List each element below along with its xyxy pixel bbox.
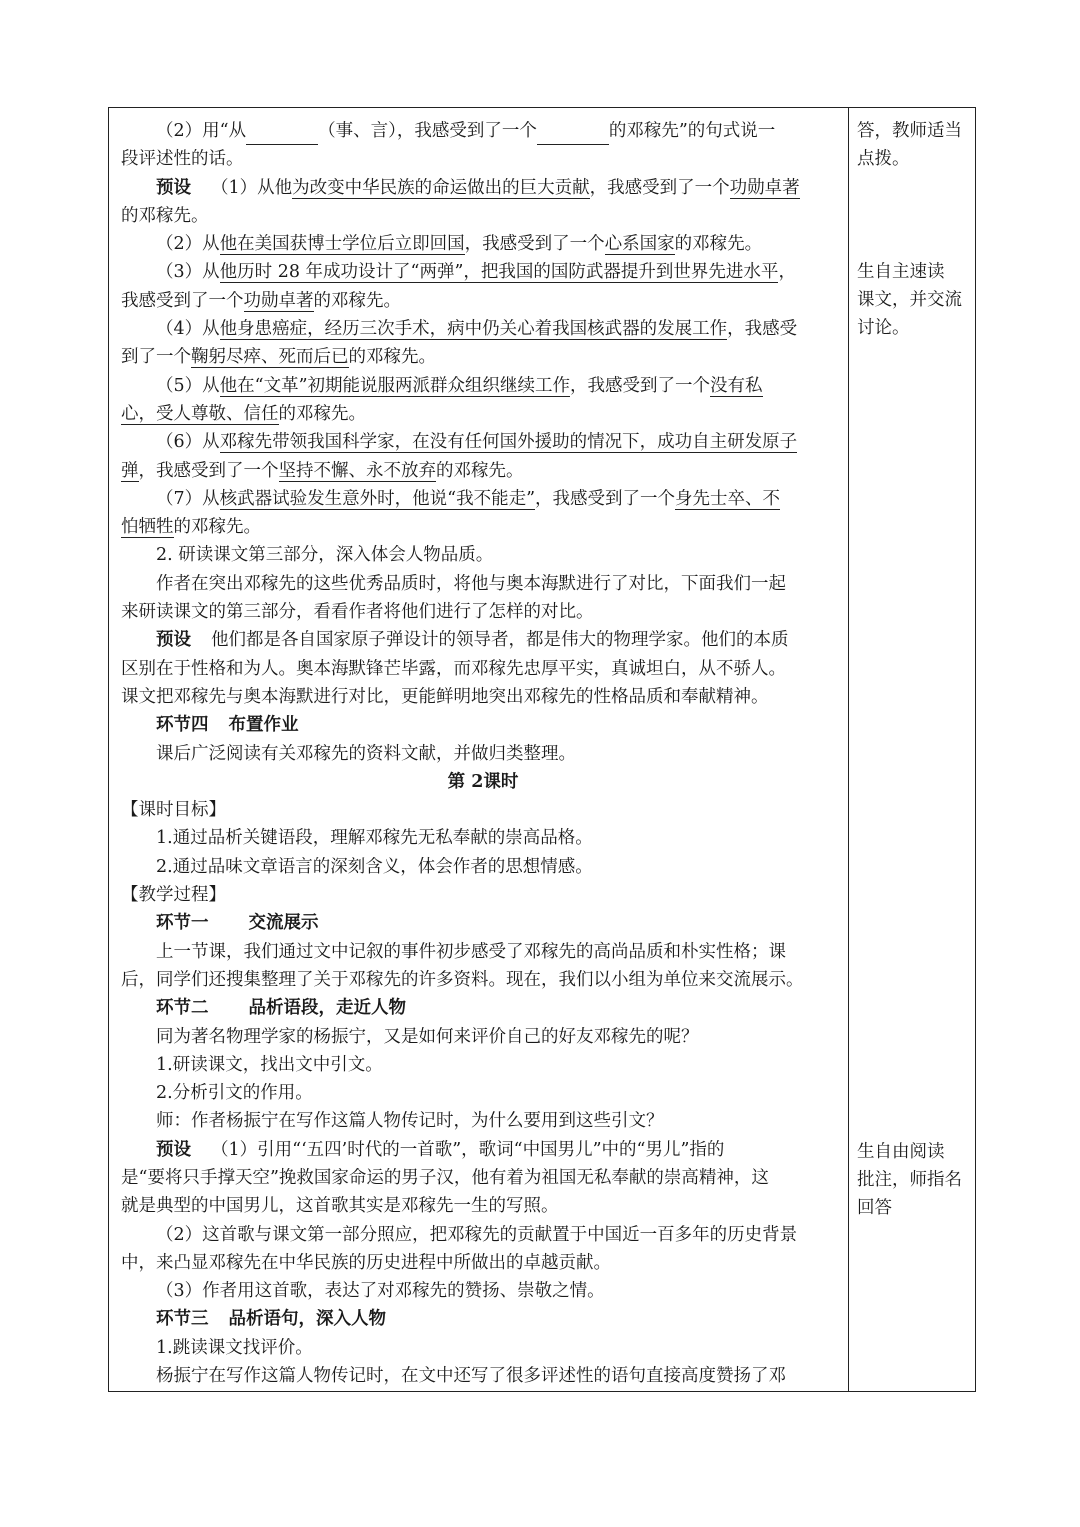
section-heading: 环节二 品析语段，走近人物: [156, 998, 406, 1019]
text-line: （5）从他在“文革”初期能说服两派群众组织继续工作，我感受到了一个没有私: [156, 375, 763, 396]
text-line: （6）从邓稼先带领我国科学家，在没有任何国外援助的情况下，成功自主研发原子: [156, 432, 798, 453]
text-line: 的邓稼先。: [121, 205, 209, 226]
text-line: 怕牺牲的邓稼先。: [121, 517, 261, 538]
text-line: （4）从他身患癌症，经历三次手术，病中仍关心着我国核武器的发展工作，我感受: [156, 319, 798, 340]
text-line: 杨振宁在写作这篇人物传记时，在文中还写了很多评述性的语句直接高度赞扬了邓: [156, 1366, 786, 1387]
text-line: 2.分析引文的作用。: [156, 1083, 313, 1104]
side-note-2: 生自主速读 课文，并交流 讨论。: [857, 262, 962, 338]
text-line: 课文把邓稼先与奥本海默进行对比，更能鲜明地突出邓稼先的性格品质和奉献精神。: [121, 686, 769, 707]
side-note-1: 答，教师适当 点拨。: [857, 121, 962, 169]
text-line: 1.跳读课文找评价。: [156, 1337, 313, 1358]
text-line: 心，受人尊敬、信任的邓稼先。: [121, 403, 366, 424]
section-heading: 环节三 品析语句，深入人物: [156, 1309, 386, 1330]
lesson-plan-table: [108, 107, 976, 1392]
text-line: 我感受到了一个功勋卓著的邓稼先。: [121, 290, 401, 311]
main-column: [121, 117, 845, 1390]
column-divider: [848, 108, 849, 1391]
section-heading: 环节一 交流展示: [156, 913, 319, 934]
text-line: 中，来凸显邓稼先在中华民族的历史进程中所做出的卓越贡献。: [121, 1252, 611, 1273]
text-line: 师：作者杨振宁在写作这篇人物传记时，为什么要用到这些引文？: [156, 1111, 664, 1132]
text-line: 预设 （1）从他为改变中华民族的命运做出的巨大贡献，我感受到了一个功勋卓著: [156, 177, 800, 198]
text-line: 2. 研读课文第三部分，深入体会人物品质。: [156, 545, 494, 566]
text-line: 课后广泛阅读有关邓稼先的资料文献，并做归类整理。: [156, 743, 576, 764]
text-line: （3）作者用这首歌，表达了对邓稼先的赞扬、崇敬之情。: [156, 1281, 605, 1302]
text-line: 1.研读课文，找出文中引文。: [156, 1054, 383, 1075]
text-line: 来研读课文的第三部分，看看作者将他们进行了怎样的对比。: [121, 602, 594, 623]
fill-blank: [537, 124, 609, 145]
text-line: 区别在于性格和为人。奥本海默锋芒毕露，而邓稼先忠厚平实，真诚坦白，从不骄人。: [121, 658, 786, 679]
text-line: 同为著名物理学家的杨振宁，又是如何来评价自己的好友邓稼先的呢？: [156, 1026, 699, 1047]
text-line: 弹，我感受到了一个坚持不懈、永不放弃的邓稼先。: [121, 460, 524, 481]
text-line: 是“要将只手撑天空”挽救国家命运的男子汉，他有着为祖国无私奉献的崇高精神，这: [121, 1167, 769, 1188]
text-line: 段评述性的话。: [121, 149, 244, 170]
fill-blank: [246, 124, 318, 145]
text-line: 预设 （1）引用“‘五四’时代的一首歌”，歌词“中国男儿”中的“男儿”指的: [156, 1139, 725, 1160]
text-line: （2）从他在美国获博士学位后立即回国，我感受到了一个心系国家的邓稼先。: [156, 234, 763, 255]
text-line: 到了一个鞠躬尽瘁、死而后已的邓稼先。: [121, 347, 436, 368]
text-line: 作者在突出邓稼先的这些优秀品质时，将他与奥本海默进行了对比，下面我们一起: [156, 573, 786, 594]
text-line: 后，同学们还搜集整理了关于邓稼先的许多资料。现在，我们以小组为单位来交流展示。: [121, 969, 804, 990]
lesson-heading: 第 2课时: [447, 771, 519, 792]
text-line: （3）从他历时 28 年成功设计了“两弹”，把我国的国防武器提升到世界先进水平，: [156, 262, 796, 283]
text-line: 上一节课，我们通过文中记叙的事件初步感受了邓稼先的高尚品质和朴实性格；课: [156, 941, 786, 962]
text-line: （7）从核武器试验发生意外时，他说“我不能走”，我感受到了一个身先士卒、不: [156, 488, 781, 509]
section-heading: 【教学过程】: [121, 885, 226, 906]
side-note-3: 生自由阅读 批注，师指名 回答: [857, 1142, 962, 1218]
section-heading: 环节四 布置作业: [156, 715, 299, 736]
text-line: （2）用“从 （事、言），我感受到了一个 的邓稼先”的句式说一: [121, 117, 845, 145]
text-line: 就是典型的中国男儿，这首歌其实是邓稼先一生的写照。: [121, 1196, 559, 1217]
text-line: 2.通过品味文章语言的深刻含义，体会作者的思想情感。: [156, 856, 593, 877]
text-line: （2）这首歌与课文第一部分照应，把邓稼先的贡献置于中国近一百多年的历史背景: [156, 1224, 798, 1245]
text-line: 预设 他们都是各自国家原子弹设计的领导者，都是伟大的物理学家。他们的本质: [156, 630, 789, 651]
text-line: 1.通过品析关键语段，理解邓稼先无私奉献的崇高品格。: [156, 828, 593, 849]
section-heading: 【课时目标】: [121, 800, 226, 821]
